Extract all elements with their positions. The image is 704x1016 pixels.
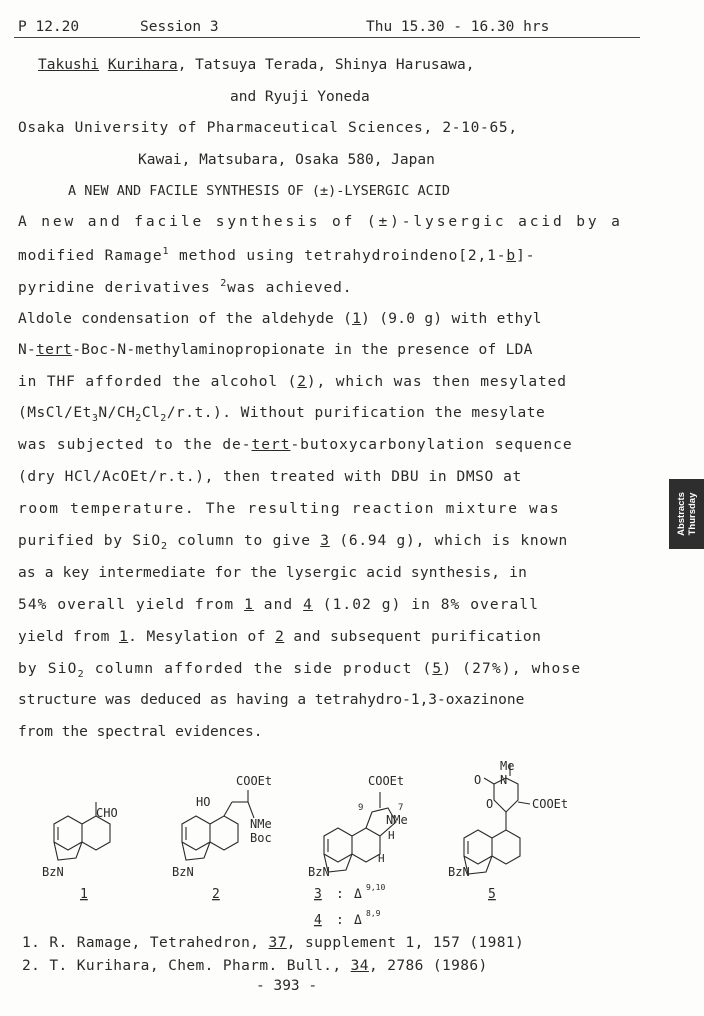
- t: 5: [432, 661, 443, 677]
- reaction-scheme: [0, 752, 704, 932]
- body-line-8: [18, 437, 573, 453]
- affiliation-line-1: Osaka University of Pharmaceutical Sciences, 2-10-65,: [18, 120, 518, 136]
- t: b: [506, 247, 517, 264]
- title-post: )-LYSERGIC ACID: [328, 183, 451, 199]
- t: Aldole condensation of the aldehyde (: [18, 311, 353, 327]
- t: 34: [350, 958, 369, 974]
- t: /r.t.). Without purification the mesylate: [166, 405, 546, 421]
- t: ]-: [516, 247, 536, 264]
- presenting-author-family: Kurihara: [107, 57, 178, 73]
- s1-group: CHO: [96, 806, 118, 820]
- affiliation-line-2: Kawai, Matsubara, Osaka 580, Japan: [138, 152, 435, 168]
- note3-delta: Δ: [354, 887, 362, 902]
- note4-sep: :: [336, 913, 344, 928]
- structure-notes: [314, 883, 385, 928]
- t: column to give: [167, 533, 321, 549]
- t: ), which was then mesylated: [306, 374, 567, 390]
- s5-bzn: BzN: [448, 865, 470, 879]
- s3-h1: H: [388, 829, 395, 842]
- s2-boc: Boc: [250, 831, 272, 845]
- side-tab-line-2: Thursday: [686, 492, 698, 536]
- side-tab: [669, 479, 704, 549]
- s5-ester: COOEt: [532, 797, 569, 811]
- note4-label: 4: [314, 913, 322, 928]
- t: yield from: [18, 629, 119, 645]
- t: tert: [251, 437, 291, 453]
- t: 1: [118, 629, 129, 645]
- t: 1: [352, 311, 362, 327]
- t: (6.94 g), which is known: [329, 533, 569, 549]
- t: N-: [18, 342, 37, 358]
- body-line-10: room temperature. The resulting reaction mixture was: [18, 501, 561, 517]
- s1-label: 1: [80, 887, 88, 902]
- body-line-11: [18, 533, 568, 552]
- t: 1. R. Ramage, Tetrahedron,: [22, 935, 269, 951]
- t: 2. T. Kurihara, Chem. Pharm. Bull.,: [22, 958, 351, 974]
- t: Cl: [141, 405, 161, 421]
- reference-2: [22, 958, 488, 974]
- t: )-lysergic acid by a: [390, 214, 623, 230]
- t: 2: [275, 629, 285, 645]
- s3-ester: COOEt: [368, 774, 405, 788]
- body-line-5: [18, 342, 533, 358]
- s2-ester: COOEt: [236, 774, 273, 788]
- structure-5: [448, 759, 568, 902]
- body-line-6: [18, 374, 567, 390]
- body-line-1: [18, 214, 623, 230]
- ref-1-sup: 1: [162, 246, 170, 257]
- body-line-17: from the spectral evidences.: [18, 724, 263, 740]
- reference-1: [22, 935, 524, 951]
- t: column afforded the side product (: [84, 661, 433, 677]
- body-line-3: [18, 278, 352, 296]
- title-pm: ±: [319, 183, 329, 199]
- note3-pos: 9,10: [366, 883, 386, 892]
- body-line-14: [18, 629, 541, 645]
- structure-2: [172, 774, 272, 902]
- s3-bzn: BzN: [308, 865, 330, 879]
- s2-label: 2: [212, 887, 220, 902]
- t: ±: [378, 214, 391, 230]
- s5-label: 5: [488, 887, 496, 902]
- co-authors: , Tatsuya Terada, Shinya Harusawa,: [177, 57, 475, 73]
- t: A new and facile synthesis of (: [18, 214, 379, 230]
- body-line-7: [18, 405, 545, 424]
- s3-pos9: 9: [358, 803, 364, 813]
- structure-1: [42, 802, 118, 902]
- t: 3: [320, 533, 330, 549]
- title-pre: A NEW AND FACILE SYNTHESIS OF (: [68, 183, 320, 199]
- t: . Mesylation of: [128, 629, 276, 645]
- page-number: - 393 -: [256, 978, 318, 994]
- t: was subjected to the de-: [18, 437, 252, 453]
- authors-line-2: and Ryuji Yoneda: [230, 89, 370, 105]
- t: 4: [303, 597, 313, 613]
- s3-nme: NMe: [386, 813, 408, 827]
- note3-sep: :: [336, 887, 344, 902]
- presenting-author-given: Takushi: [38, 57, 100, 73]
- body-line-16: structure was deduced as having a tetrahydro-1,3-oxazinone: [18, 692, 525, 708]
- authors-line-1: [38, 57, 475, 73]
- session-time: Thu 15.30 - 16.30 hrs: [366, 19, 550, 35]
- structure-3: [308, 774, 408, 879]
- t: in THF afforded the alcohol (: [18, 374, 298, 390]
- header-rule: [14, 37, 640, 38]
- s2-ho: HO: [196, 795, 211, 809]
- body-line-12: as a key intermediate for the lysergic acid synthesis, in: [18, 565, 527, 581]
- t: , supplement 1, 157 (1981): [286, 935, 525, 951]
- s2-nme: NMe: [250, 817, 272, 831]
- s5-me: Me: [500, 759, 515, 773]
- t: 2: [160, 540, 168, 552]
- t: 2: [160, 412, 167, 424]
- t: was achieved.: [227, 279, 353, 296]
- ref-2-sup: 2: [220, 278, 228, 289]
- t: pyridine derivatives: [18, 279, 221, 296]
- t: (MsCl/Et: [18, 405, 92, 421]
- s2-bzn: BzN: [172, 865, 194, 879]
- s5-o1: O: [474, 773, 482, 787]
- t: -butoxycarbonylation sequence: [290, 437, 573, 453]
- t: -Boc-N-methylaminopropionate in the presence of LDA: [72, 342, 533, 358]
- s1-bzn: BzN: [42, 865, 64, 879]
- side-tab-line-1: Abstracts: [675, 492, 687, 536]
- body-line-4: [18, 311, 542, 327]
- t: 3: [91, 412, 99, 424]
- t: 54% overall yield from: [18, 597, 245, 613]
- s3-h2: H: [378, 852, 385, 865]
- session-label: Session 3: [140, 19, 219, 35]
- body-line-13: [18, 597, 539, 613]
- body-line-2: [18, 246, 535, 264]
- t: ) (9.0 g) with ethyl: [361, 311, 542, 327]
- t: and subsequent purification: [284, 629, 542, 645]
- note3-label: 3: [314, 887, 322, 902]
- t: and: [253, 597, 304, 613]
- t: 1: [244, 597, 254, 613]
- s3-pos7: 7: [398, 803, 404, 813]
- t: (1.02 g) in 8% overall: [312, 597, 540, 613]
- t: modified Ramage: [18, 247, 163, 264]
- t: purified by SiO: [18, 533, 161, 549]
- t: 2: [297, 374, 307, 390]
- t: method using tetrahydroindeno[2,1-: [169, 247, 507, 264]
- t: 37: [268, 935, 287, 951]
- t: tert: [36, 342, 73, 358]
- note4-delta: Δ: [354, 913, 362, 928]
- body-line-9: (dry HCl/AcOEt/r.t.), then treated with DBU in DMSO at: [18, 469, 522, 485]
- s5-n: N: [500, 773, 508, 787]
- t: by SiO: [18, 661, 78, 677]
- note4-pos: 8,9: [366, 909, 381, 918]
- t: 2: [77, 668, 85, 680]
- t: , 2786 (1986): [368, 958, 488, 974]
- abstract-code: P 12.20: [18, 19, 80, 35]
- t: N/CH: [98, 405, 136, 421]
- abstract-title: [68, 183, 450, 199]
- t: 2: [135, 412, 142, 424]
- body-line-15: [18, 661, 581, 680]
- s5-o2: O: [486, 797, 494, 811]
- t: ) (27%), whose: [442, 661, 582, 677]
